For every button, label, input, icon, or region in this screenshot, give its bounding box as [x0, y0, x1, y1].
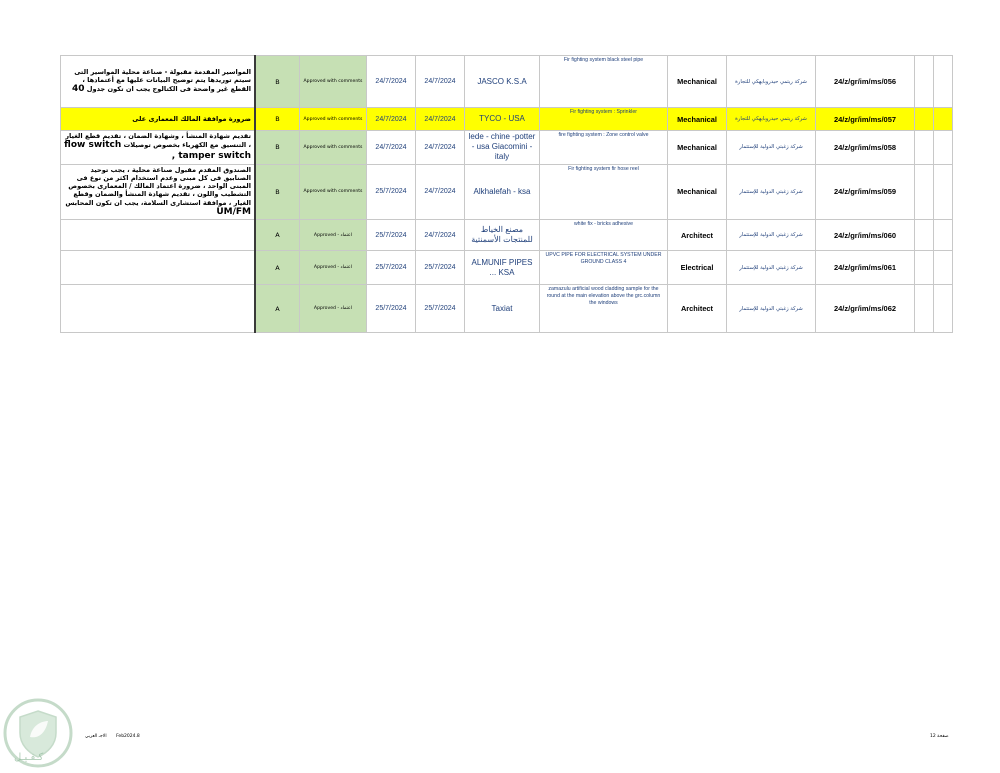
- code-cell: B: [255, 164, 300, 219]
- description-cell: fire fighting system : Zone control valve: [540, 131, 668, 165]
- comment-cell: [61, 164, 256, 219]
- table-row: [61, 285, 953, 333]
- discipline-cell: Mechanical: [668, 131, 727, 165]
- empty-cell: [915, 285, 934, 333]
- code-cell: B: [255, 131, 300, 165]
- date-reply-cell: 24/7/2024: [416, 131, 465, 165]
- code-cell: A: [255, 251, 300, 285]
- contractor-cell: شركة زغبتي الدولية للإستثمار: [727, 164, 816, 219]
- table-row: [61, 164, 953, 219]
- empty-cell: [934, 220, 953, 251]
- discipline-cell: Mechanical: [668, 108, 727, 131]
- date-reply-cell: 25/7/2024: [416, 285, 465, 333]
- empty-cell: [934, 285, 953, 333]
- empty-cell: [915, 164, 934, 219]
- supplier-cell: Alkhalefah - ksa: [465, 164, 540, 219]
- supplier-cell: مصنع الخياط للمنتجات الأسمنتية: [465, 220, 540, 251]
- status-cell: Approved - اعتماد: [300, 220, 367, 251]
- date-received-cell: 24/7/2024: [367, 131, 416, 165]
- empty-cell: [915, 220, 934, 251]
- contractor-cell: شركة زغبتي الدولية للإستثمار: [727, 251, 816, 285]
- table-row: [61, 56, 953, 108]
- discipline-cell: Architect: [668, 285, 727, 333]
- empty-cell: [915, 108, 934, 131]
- description-cell: Fir fighting system fir hose reel: [540, 164, 668, 219]
- date-reply-cell: 24/7/2024: [416, 56, 465, 108]
- date-received-cell: 24/7/2024: [367, 56, 416, 108]
- reference-cell: 24/z/gr/im/ms/057: [816, 108, 915, 131]
- empty-cell: [915, 131, 934, 165]
- reference-cell: 24/z/gr/im/ms/061: [816, 251, 915, 285]
- logo-text: كـفـيـل: [14, 752, 44, 763]
- footer-left-b: Feb2024.8: [116, 734, 140, 739]
- table-row: [61, 251, 953, 285]
- date-received-cell: 25/7/2024: [367, 285, 416, 333]
- code-cell: B: [255, 56, 300, 108]
- comment-emphasis: flow switch , tamper switch: [64, 140, 251, 162]
- reference-cell: 24/z/gr/im/ms/056: [816, 56, 915, 108]
- footer-page-number: صفحة 12: [930, 734, 949, 739]
- date-received-cell: 25/7/2024: [367, 164, 416, 219]
- code-cell: A: [255, 285, 300, 333]
- reference-cell: 24/z/gr/im/ms/062: [816, 285, 915, 333]
- comment-cell: [61, 220, 256, 251]
- status-cell: Approved with comments: [300, 56, 367, 108]
- comment-emphasis: UM/FM: [216, 206, 251, 217]
- submittal-log-table: [60, 55, 953, 333]
- contractor-cell: شركة ريتمي حيدروبايهكي للتجارة: [727, 56, 816, 108]
- contractor-cell: شركة زغبتي الدولية للإستثمار: [727, 131, 816, 165]
- comment-text: المواسير المقدمة مقبولة - صناعة محلية المواسير التى سيتم توريدها يتم توضيح البيانات عليها مع أعتمادها ، القطع غير واضحة فى الكتالوج يجب ان تكون جدول: [74, 67, 251, 94]
- empty-cell: [915, 251, 934, 285]
- footer-left-a: الاجـ العربي: [85, 734, 107, 739]
- supplier-cell: ALMUNIF PIPES ... KSA: [465, 251, 540, 285]
- comment-cell: [61, 285, 256, 333]
- table-row: [61, 131, 953, 165]
- reference-cell: 24/z/gr/im/ms/058: [816, 131, 915, 165]
- empty-cell: [934, 56, 953, 108]
- status-cell: Approved with comments: [300, 131, 367, 165]
- date-received-cell: 25/7/2024: [367, 220, 416, 251]
- status-cell: Approved with comments: [300, 108, 367, 131]
- comment-cell: [61, 131, 256, 165]
- supplier-cell: TYCO - USA: [465, 108, 540, 131]
- discipline-cell: Architect: [668, 220, 727, 251]
- date-reply-cell: 24/7/2024: [416, 164, 465, 219]
- reference-cell: 24/z/gr/im/ms/059: [816, 164, 915, 219]
- comment-emphasis: 40: [71, 84, 85, 95]
- status-cell: Approved - اعتماد: [300, 285, 367, 333]
- footer-left: [85, 734, 148, 739]
- comment-text: ضرورة موافقة المالك المعمارى على: [132, 114, 251, 123]
- comment-text: تقديم شهادة المنشأ ، وشهادة الضمان ، تقديم قطع الغيار ، التنسيق مع الكهرباء بخصوص توصيلات: [65, 132, 251, 150]
- code-cell: B: [255, 108, 300, 131]
- date-received-cell: 25/7/2024: [367, 251, 416, 285]
- empty-cell: [934, 251, 953, 285]
- empty-cell: [934, 131, 953, 165]
- supplier-cell: lede - chine -potter - usa Giacomini - italy: [465, 131, 540, 165]
- comment-cell: [61, 108, 256, 131]
- description-cell: UPVC PIPE FOR ELECTRICAL SYSTEM UNDER GROUND CLASS 4: [540, 251, 668, 285]
- empty-cell: [915, 56, 934, 108]
- comment-cell: [61, 56, 256, 108]
- status-cell: Approved - اعتماد: [300, 251, 367, 285]
- supplier-cell: JASCO K.S.A: [465, 56, 540, 108]
- code-cell: A: [255, 220, 300, 251]
- description-cell: white fix - bricks adhesive: [540, 220, 668, 251]
- supplier-cell: Taxiat: [465, 285, 540, 333]
- description-cell: Fir fighting system black steel pipe: [540, 56, 668, 108]
- status-cell: Approved with comments: [300, 164, 367, 219]
- contractor-cell: شركة زغبتي الدولية للإستثمار: [727, 220, 816, 251]
- discipline-cell: Electrical: [668, 251, 727, 285]
- table-row: [61, 220, 953, 251]
- comment-cell: [61, 251, 256, 285]
- table-row: [61, 108, 953, 131]
- description-cell: zamazulu artificial wood cladding sample for the round at the main elevation above the grc.column the windows: [540, 285, 668, 333]
- date-received-cell: 24/7/2024: [367, 108, 416, 131]
- comment-text: الصندوق المقدم مقبول صناعة محلية ، يجب توحيد الصنابيق فى كل مبنى وعدم استخدام اكثر من نوع فى المبنى الواحد ، ضرورة اعتماد المالك / المعمارى بخصوص التشطيب واللون ، تقديم شهادة المنشأ والضمان وقطع الغيار ، موافقة استشارى السلامة، يجب ان تكون المحابس: [65, 165, 251, 207]
- empty-cell: [934, 108, 953, 131]
- date-reply-cell: 24/7/2024: [416, 220, 465, 251]
- contractor-cell: شركة ريتمي حيدروبايهكي للتجارة: [727, 108, 816, 131]
- contractor-cell: شركة زغبتي الدولية للإستثمار: [727, 285, 816, 333]
- discipline-cell: Mechanical: [668, 164, 727, 219]
- description-cell: Fir fighting system : Sprinkler: [540, 108, 668, 131]
- empty-cell: [934, 164, 953, 219]
- date-reply-cell: 25/7/2024: [416, 251, 465, 285]
- date-reply-cell: 24/7/2024: [416, 108, 465, 131]
- discipline-cell: Mechanical: [668, 56, 727, 108]
- reference-cell: 24/z/gr/im/ms/060: [816, 220, 915, 251]
